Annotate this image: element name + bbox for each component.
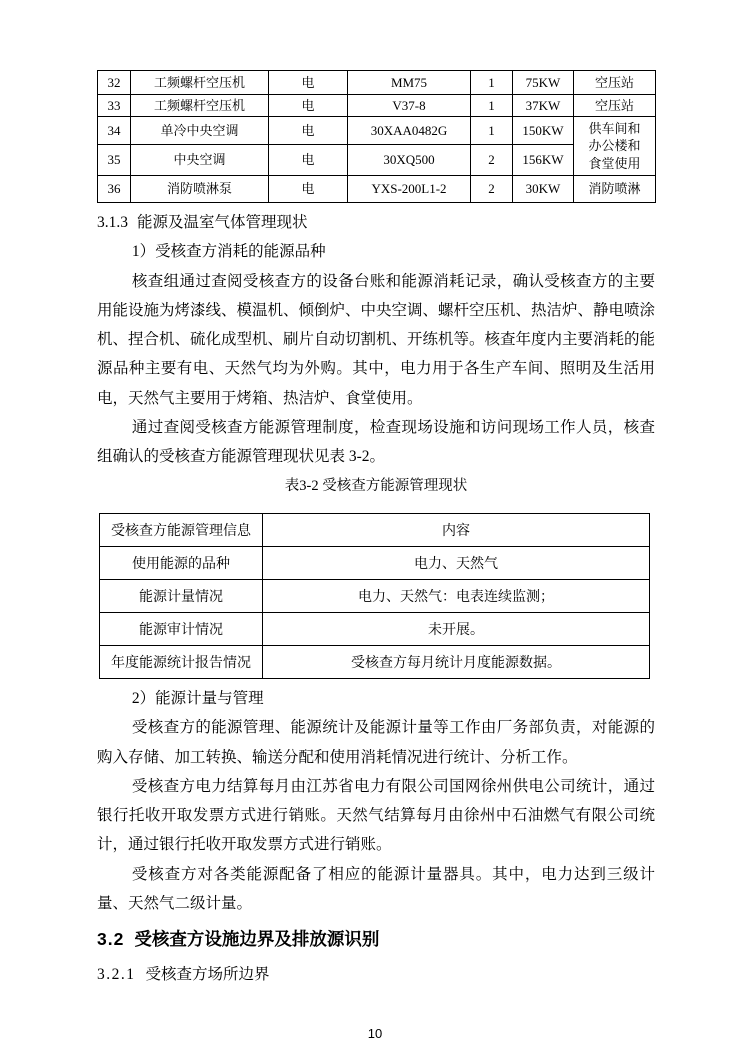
paragraph-settlement: 受核查方电力结算每月由江苏省电力有限公司国网徐州供电公司统计，通过银行托收开取发票方式进行销账。天然气结算每月由徐州中石油燃气有限公司统计，通过银行托收开取发票方式进行销账。 (97, 777, 655, 854)
cell-quantity: 2 (471, 176, 513, 203)
cell-no: 36 (98, 176, 131, 203)
subsection-item-1: 1）受核查方消耗的能源品种 (131, 243, 326, 261)
cell-power: 37KW (513, 95, 574, 117)
cell-model: 30XQ500 (348, 145, 471, 176)
cell-energy-type: 电 (269, 176, 348, 203)
section-number: 3.1.3 (97, 214, 128, 231)
cell-equipment-name: 中央空调 (131, 145, 269, 176)
cell-power: 75KW (513, 71, 574, 95)
table-row (100, 612, 650, 645)
section-title: 受核查方设施边界及排放源识别 (134, 929, 380, 950)
location-line: 食堂使用 (588, 155, 641, 171)
cell-info-label: 年度能源统计报告情况 (100, 645, 263, 678)
cell-equipment-name: 工频螺杆空压机 (131, 71, 269, 95)
cell-quantity: 1 (471, 117, 513, 145)
cell-energy-type: 电 (269, 117, 348, 145)
table-3-2-caption: 表3-2 受核查方能源管理现状 (284, 477, 468, 494)
cell-info-value: 受核查方每月统计月度能源数据。 (263, 645, 650, 678)
cell-info-value: 电力、天然气 (263, 546, 650, 579)
cell-info-value: 未开展。 (263, 612, 650, 645)
paragraph-metering-responsibility: 受核查方的能源管理、能源统计及能源计量等工作由厂务部负责，对能源的购入存储、加工转换、输送分配和使用消耗情况进行统计、分析工作。 (97, 719, 655, 766)
cell-model: V37-8 (348, 95, 471, 117)
location-line: 办公楼和 (588, 138, 641, 154)
paragraph-energy-types: 核查组通过查阅受核查方的设备台账和能源消耗记录，确认受核查方的主要用能设施为烤漆线、模温机、倾倒炉、中央空调、螺杆空压机、热洁炉、静电喷涂机、捏合机、硫化成型机、刷片自动切割机、开练机等。核查年度内主要消耗的能源品种主要有电、天然气均为外购。其中，电力用于各生产车间、照明及生活用电，天然气主要用于烤箱、热洁炉、食堂使用。 (97, 272, 656, 407)
cell-energy-type: 电 (269, 71, 348, 95)
cell-info-value: 电力、天然气：电表连续监测； (263, 579, 650, 612)
subsection-item-2: 2）能源计量与管理 (131, 689, 264, 707)
cell-no: 35 (98, 145, 131, 176)
cell-info-label: 使用能源的品种 (100, 546, 263, 579)
section-heading-3-2 (97, 923, 655, 956)
cell-quantity: 1 (471, 95, 513, 117)
table-row (100, 645, 650, 678)
cell-info-label: 能源审计情况 (100, 612, 263, 645)
cell-model: 30XAA0482G (348, 117, 471, 145)
cell-no: 32 (98, 71, 131, 95)
section-heading-3-1-3 (97, 208, 655, 237)
table-row (100, 513, 650, 546)
section-heading-3-2-1 (97, 960, 655, 989)
cell-power: 30KW (513, 176, 574, 203)
cell-equipment-name: 消防喷淋泵 (131, 176, 269, 203)
cell-model: YXS-200L1-2 (348, 176, 471, 203)
paragraph-management-review: 通过查阅受核查方能源管理制度，检查现场设施和访问现场工作人员，核查组确认的受核查方能源管理现状见表 3-2。 (97, 419, 655, 466)
table-row (98, 176, 656, 203)
cell-power: 156KW (513, 145, 574, 176)
cell-info-value: 内容 (263, 513, 650, 546)
table-row (98, 117, 656, 145)
section-number: 3.2 (97, 929, 125, 950)
location-line: 供车间和 (588, 120, 641, 136)
cell-power: 150KW (513, 117, 574, 145)
cell-info-label: 能源计量情况 (100, 579, 263, 612)
cell-model: MM75 (348, 71, 471, 95)
cell-equipment-name: 工频螺杆空压机 (131, 95, 269, 117)
table-row (98, 95, 656, 117)
page-content (97, 0, 655, 990)
energy-management-table (99, 513, 650, 679)
table-row (100, 546, 650, 579)
cell-energy-type: 电 (269, 145, 348, 176)
cell-location-merged (574, 117, 656, 176)
table-row (98, 145, 656, 176)
cell-location: 消防喷淋 (574, 176, 656, 203)
cell-location: 空压站 (574, 71, 656, 95)
section-title: 能源及温室气体管理现状 (137, 214, 308, 231)
table-row (98, 71, 656, 95)
cell-equipment-name: 单冷中央空调 (131, 117, 269, 145)
section-title: 受核查方场所边界 (145, 966, 270, 984)
cell-no: 34 (98, 117, 131, 145)
paragraph-metering-devices: 受核查方对各类能源配备了相应的能源计量器具。其中，电力达到三级计量、天然气二级计量。 (97, 865, 655, 913)
cell-info-label: 受核查方能源管理信息 (100, 513, 263, 546)
table-row (100, 579, 650, 612)
equipment-table (97, 70, 656, 203)
page-number: 10 (367, 1026, 383, 1041)
cell-energy-type: 电 (269, 95, 348, 117)
section-number: 3.2.1 (97, 966, 136, 984)
cell-location: 空压站 (574, 95, 656, 117)
cell-quantity: 2 (471, 145, 513, 176)
cell-quantity: 1 (471, 71, 513, 95)
cell-no: 33 (98, 95, 131, 117)
